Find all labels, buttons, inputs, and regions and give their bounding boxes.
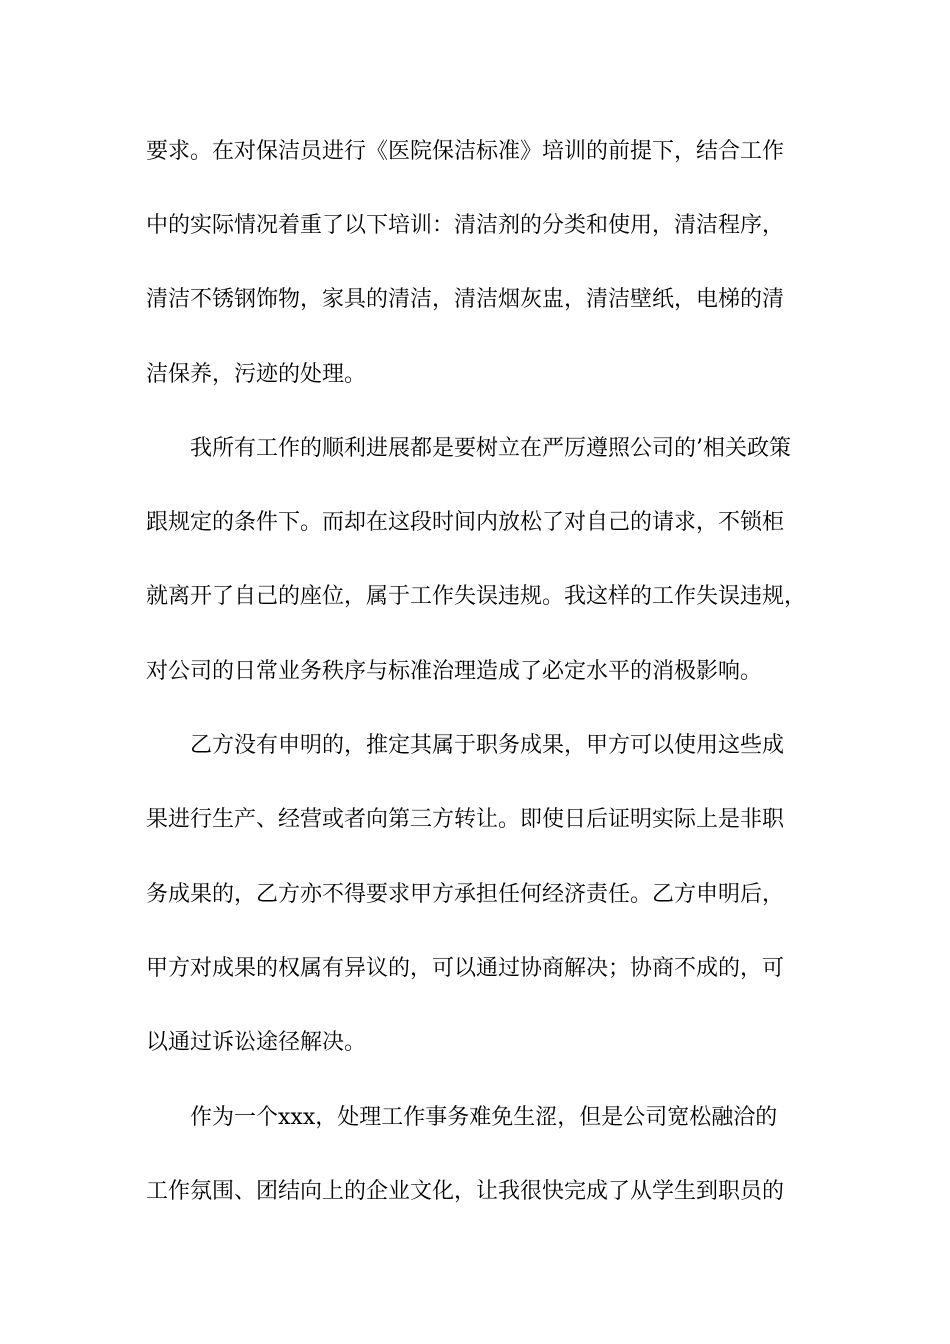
text-line: 中的实际情况着重了以下培训：清洁剂的分类和使用，清洁程序， xyxy=(146,213,785,238)
text-line: 就离开了自己的座位，属于工作失误违规。我这样的工作失误违规， xyxy=(146,584,807,609)
text-line: 要求。在对保洁员进行《医院保洁标准》培训的前提下，结合工作 xyxy=(146,139,785,164)
text-line: 工作氛围、团结向上的企业文化，让我很快完成了从学生到职员的 xyxy=(146,1179,785,1204)
paragraph-start-line: 乙方没有申明的，推定其属于职务成果，甲方可以使用这些成 xyxy=(190,733,785,758)
text-line: 务成果的，乙方亦不得要求甲方承担任何经济责任。乙方申明后， xyxy=(146,882,785,907)
text-line: 清洁不锈钢饰物，家具的清洁，清洁烟灰盅，清洁壁纸，电梯的清 xyxy=(146,287,785,312)
text-line: 甲方对成果的权属有异议的，可以通过协商解决；协商不成的，可 xyxy=(146,956,785,981)
text-line: 对公司的日常业务秩序与标准治理造成了必定水平的消极影响。 xyxy=(146,659,763,684)
text-line: 跟规定的条件下。而却在这段时间内放松了对自己的请求，不锁柜 xyxy=(146,510,785,535)
paragraph-start-line: 作为一个xxx，处理工作事务难免生涩，但是公司宽松融洽的 xyxy=(190,1105,778,1130)
text-line: 果进行生产、经营或者向第三方转让。即使日后证明实际上是非职 xyxy=(146,807,785,832)
paragraph-start-line: 我所有工作的顺利进展都是要树立在严厉遵照公司的’相关政策 xyxy=(190,436,791,461)
text-line: 以通过诉讼途径解决。 xyxy=(146,1030,367,1055)
text-line: 洁保养，污迹的处理。 xyxy=(146,362,367,387)
